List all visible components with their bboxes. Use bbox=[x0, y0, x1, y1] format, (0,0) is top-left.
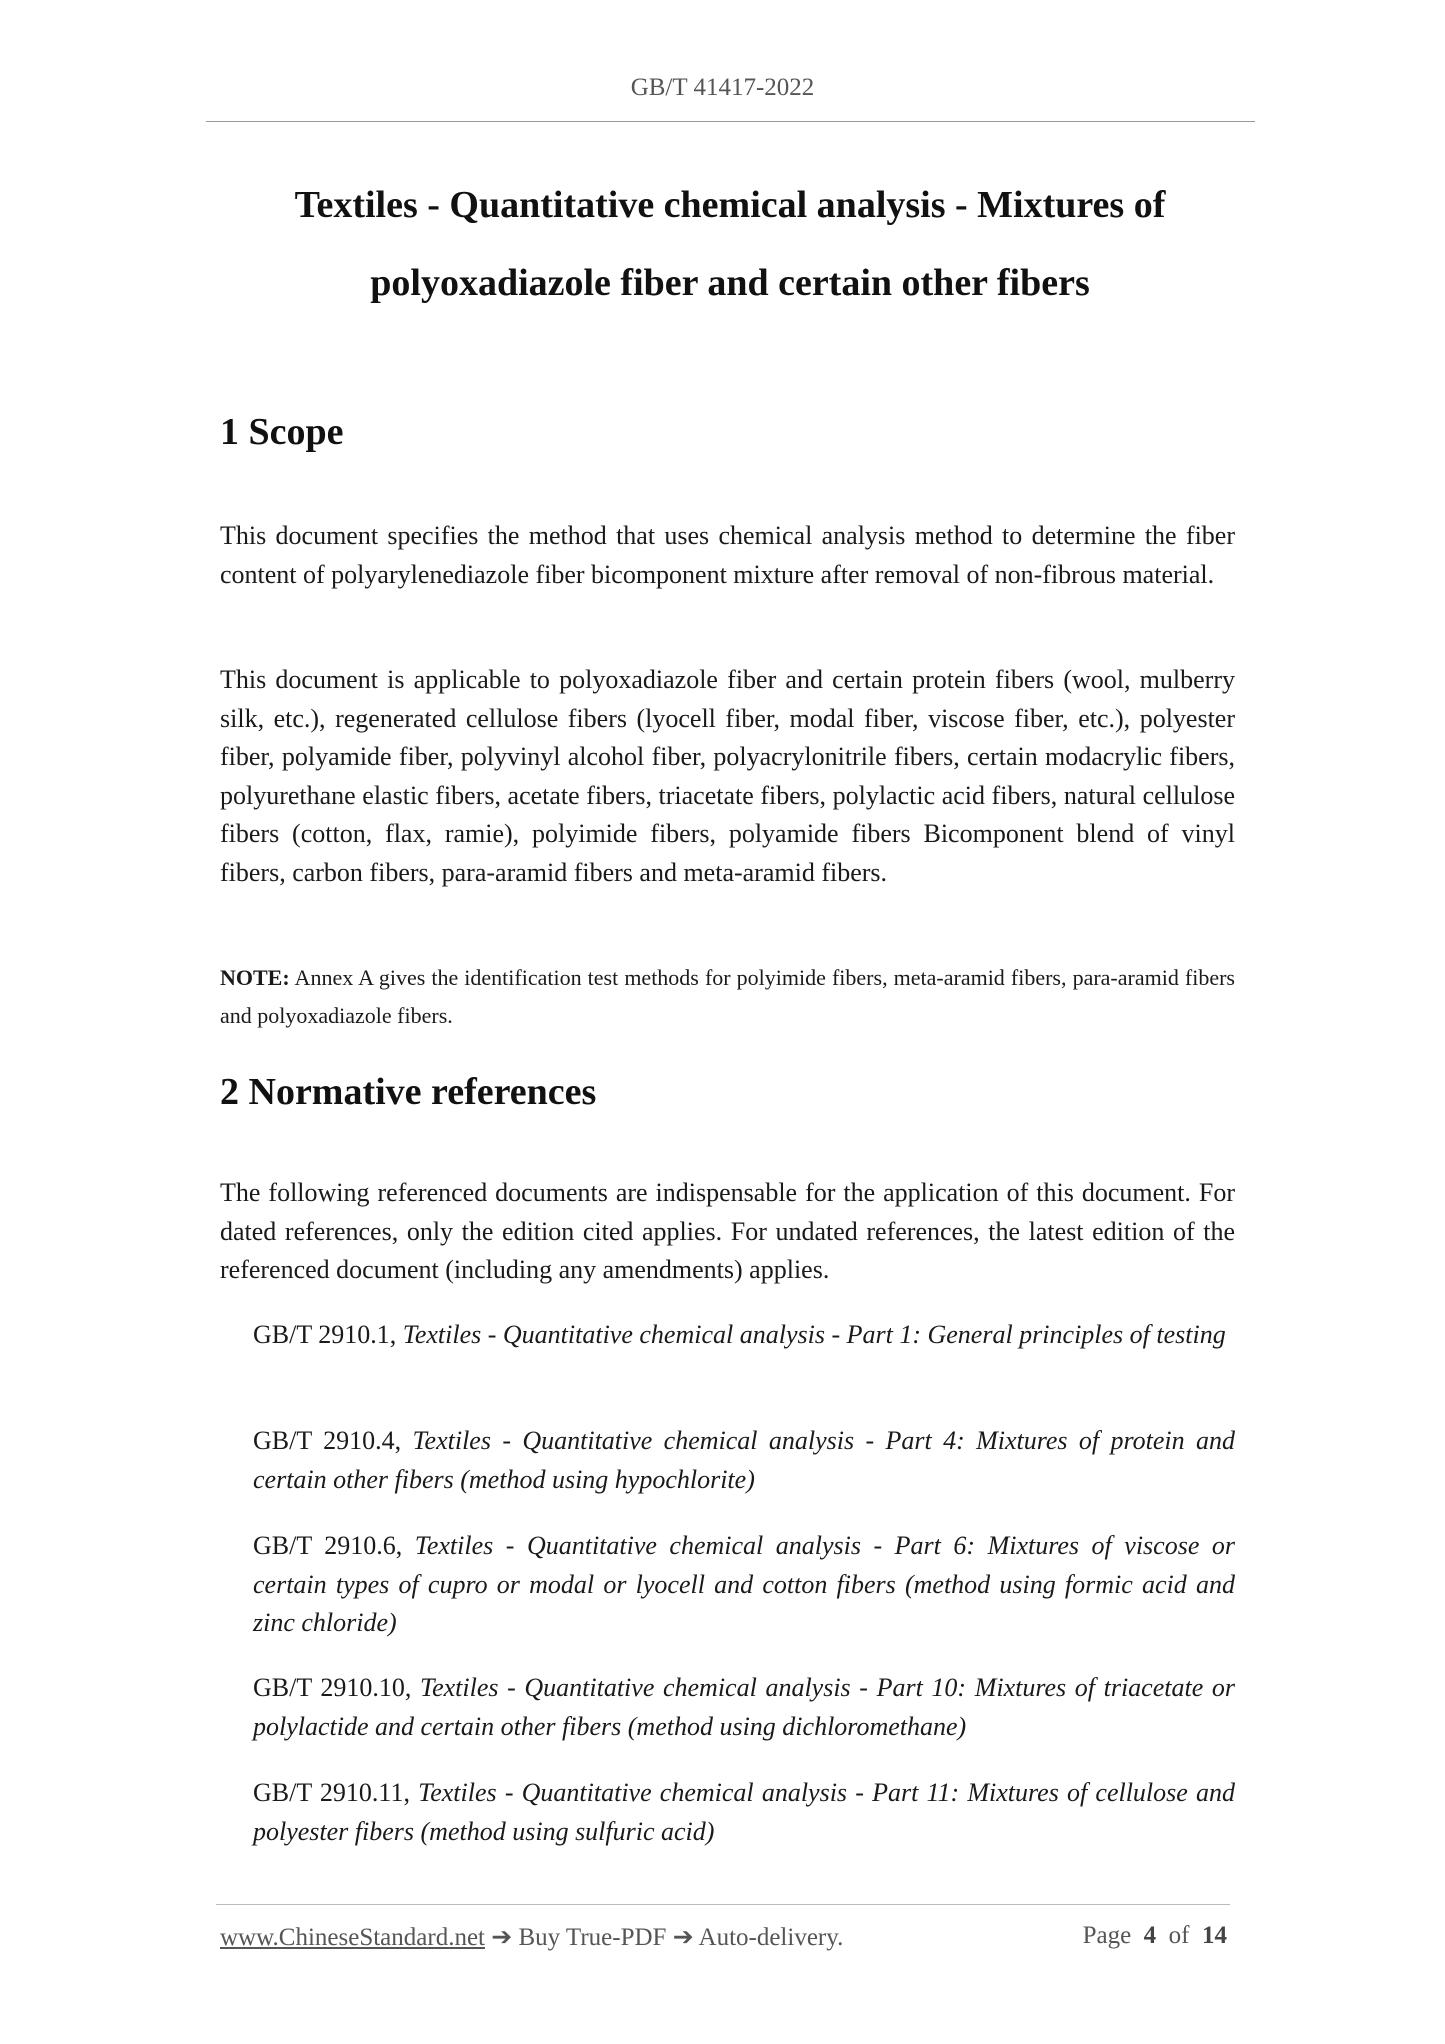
right-arrow-icon: ➔ bbox=[666, 1924, 699, 1951]
page-total: 14 bbox=[1202, 1922, 1227, 1949]
right-arrow-icon: ➔ bbox=[485, 1924, 519, 1951]
reference-code: GB/T 2910.11, bbox=[253, 1778, 419, 1807]
section-heading-scope: 1 Scope bbox=[220, 411, 344, 453]
reference-title: Textiles - Quantitative chemical analysis - Part 4: Mixtures of protein and certain other fibers (method using hypochlorite) bbox=[253, 1426, 1235, 1494]
references-intro: The following referenced documents are indispensable for the application of this document. For dated references, only the edition cited applies. For undated references, the latest edition of the referenced document (including any amendments) applies. bbox=[220, 1178, 1235, 1284]
page-number bbox=[1083, 1922, 1227, 1950]
title-line-1: Textiles - Quantitative chemical analysis - Mixtures of bbox=[294, 184, 1166, 226]
title-line-2: polyoxadiazole fiber and certain other fibers bbox=[370, 262, 1090, 304]
reference-title: Textiles - Quantitative chemical analysis - Part 6: Mixtures of viscose or certain types of cupro or modal or lyocell and cotton fibers (method using formic acid and zinc chloride) bbox=[253, 1531, 1235, 1637]
scope-paragraph-2: This document is applicable to polyoxadiazole fiber and certain protein fibers (wool, mulberry silk, etc.), regenerated cellulose fibers (lyocell fiber, modal fiber, viscose fiber, etc.), polyester fiber, polyamide fiber, polyvinyl alcohol fiber, polyacrylonitrile fibers, certain modacrylic fibers, polyurethane elastic fibers, acetate fibers, triacetate fibers, polylactic acid fibers, natural cellulose fibers (cotton, flax, ramie), polyimide fibers, polyamide fibers Bicomponent blend of vinyl fibers, carbon fibers, para-aramid fibers and meta-aramid fibers. bbox=[220, 665, 1235, 887]
section-heading-normative-references: 2 Normative references bbox=[220, 1071, 597, 1113]
scope-note bbox=[220, 959, 1235, 1035]
auto-delivery-text: Auto-delivery. bbox=[698, 1924, 844, 1951]
reference-code: GB/T 2910.4, bbox=[253, 1426, 413, 1455]
note-label: NOTE: bbox=[220, 965, 290, 990]
reference-code: GB/T 2910.10, bbox=[253, 1673, 420, 1702]
page-current: 4 bbox=[1143, 1922, 1157, 1949]
reference-item bbox=[253, 1316, 1235, 1355]
scope-paragraph-1: This document specifies the method that uses chemical analysis method to determine the fiber content of polyarylenediazole fiber bicomponent mixture after removal of non-fibrous material. bbox=[220, 521, 1235, 589]
reference-item bbox=[253, 1774, 1235, 1851]
note-text: Annex A gives the identification test methods for polyimide fibers, meta-aramid fibers, para-aramid fibers and polyoxadiazole fibers. bbox=[220, 965, 1235, 1028]
buy-true-pdf-text: Buy True-PDF bbox=[518, 1924, 667, 1951]
footer-divider bbox=[216, 1904, 1230, 1905]
reference-title: Textiles - Quantitative chemical analysis - Part 10: Mixtures of triacetate or polylactide and certain other fibers (method using dichloromethane) bbox=[253, 1673, 1235, 1741]
page-of-label: of bbox=[1168, 1922, 1190, 1949]
reference-item bbox=[253, 1527, 1235, 1643]
footer-promo bbox=[220, 1922, 843, 1952]
reference-code: GB/T 2910.6, bbox=[253, 1531, 415, 1560]
reference-title: Textiles - Quantitative chemical analysis - Part 1: General principles of testing bbox=[402, 1320, 1226, 1349]
header-divider bbox=[206, 121, 1255, 122]
chinesestandard-link[interactable]: www.ChineseStandard.net bbox=[220, 1924, 485, 1951]
reference-item bbox=[253, 1669, 1235, 1746]
reference-item bbox=[253, 1422, 1235, 1499]
reference-code: GB/T 2910.1, bbox=[253, 1320, 403, 1349]
document-title bbox=[210, 166, 1250, 322]
running-header-code: GB/T 41417-2022 bbox=[630, 74, 815, 101]
page-label: Page bbox=[1082, 1922, 1132, 1949]
reference-title: Textiles - Quantitative chemical analysis - Part 11: Mixtures of cellulose and polyester fibers (method using sulfuric acid) bbox=[253, 1778, 1235, 1846]
